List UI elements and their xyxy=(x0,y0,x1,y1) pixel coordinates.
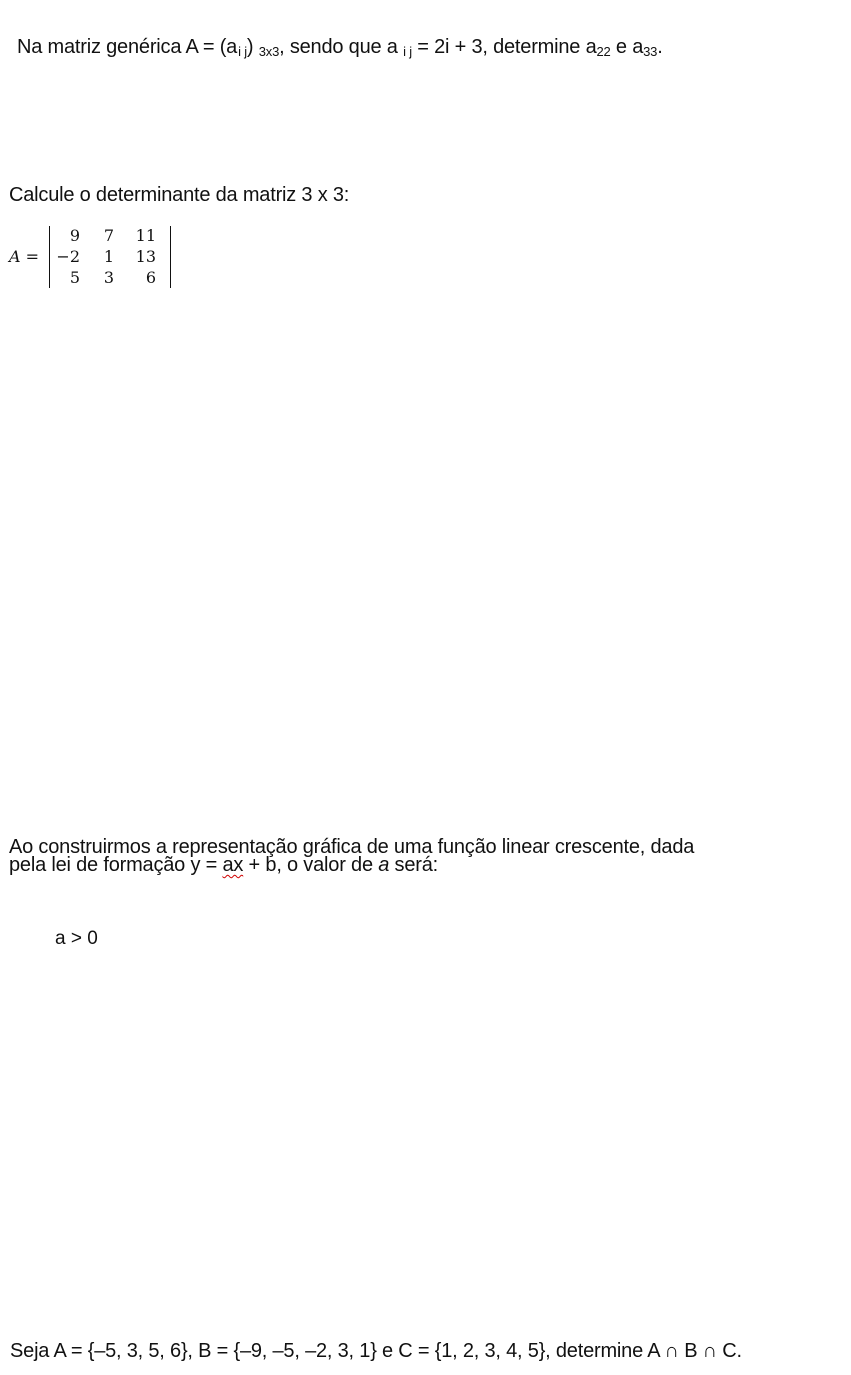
q3-spell-check-word: ax xyxy=(222,854,244,876)
matrix-cell: 13 xyxy=(135,247,156,266)
q1-text-e: e a xyxy=(610,36,644,58)
question-determinant xyxy=(9,184,349,206)
q3-line2-b: + b, o valor de xyxy=(243,854,379,876)
question-linear-function xyxy=(9,836,809,876)
q1-text-f: . xyxy=(657,36,663,58)
determinant-bars xyxy=(49,226,171,288)
q1-sub-22: 22 xyxy=(596,44,611,59)
q3-line2-a: pela lei de formação y = xyxy=(9,854,223,876)
q1-sub-dim: 3x3 xyxy=(258,44,280,59)
q1-text-c: , sendo que a xyxy=(279,36,398,58)
matrix-cell: 3 xyxy=(103,268,114,287)
q1-text-b: ) xyxy=(246,36,254,58)
q1-sub-33: 33 xyxy=(643,44,658,59)
q4-text: Seja A = {–5, 3, 5, 6}, B = {–9, –5, –2, 3, 1} e C = {1, 2, 3, 4, 5}, determine A ∩ B ∩ C. xyxy=(10,1340,742,1362)
q2-prompt: Calcule o determinante da matriz 3 x 3: xyxy=(9,184,350,206)
matrix-cell: 11 xyxy=(135,226,156,245)
matrix-cell: 5 xyxy=(69,268,80,287)
q3-line2-c: será: xyxy=(389,854,438,876)
matrix-cell: −2 xyxy=(56,247,80,266)
question-set-intersection xyxy=(10,1340,742,1362)
matrix-cell: 1 xyxy=(103,247,114,266)
matrix-label xyxy=(9,247,39,266)
matrix-cell: 7 xyxy=(103,226,114,245)
matrix-equals: = xyxy=(25,247,40,266)
q3-line1: Ao construirmos a representação gráfica de uma função linear crescente, dada xyxy=(9,836,695,858)
matrix-cell: 6 xyxy=(145,268,156,287)
matrix-cell: 9 xyxy=(69,226,80,245)
q3-variable-a: a xyxy=(378,854,390,876)
q1-sub-ij: i j xyxy=(238,44,247,59)
q1-sub-ij2: i j xyxy=(403,44,412,59)
matrix-name: A xyxy=(9,247,21,266)
q1-text-a: Na matriz genérica A = (a xyxy=(17,36,238,58)
question-matrix-generic xyxy=(17,36,663,58)
q3-answer: a > 0 xyxy=(55,928,98,949)
q1-text-d: = 2i + 3, determine a xyxy=(411,36,597,58)
